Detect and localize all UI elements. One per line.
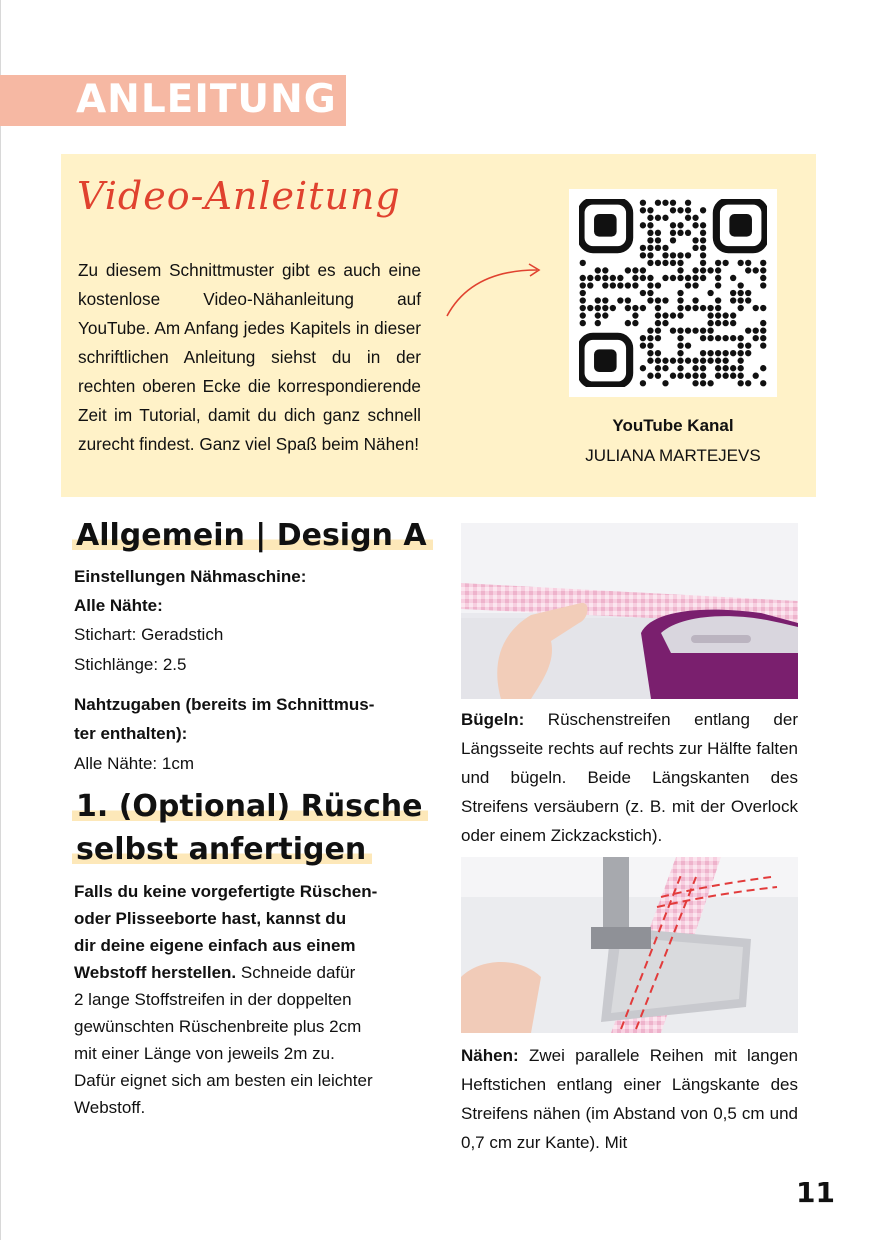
section1-line (74, 985, 352, 1015)
section1-line (74, 1066, 373, 1096)
section1-line-text: Schneide dafür (236, 963, 356, 982)
section1-line (74, 904, 346, 934)
step-ironing: Bügeln: Rüschenstreifen entlang der Längsseite rechts auf rechts zur Hälfte falten und bügeln. Beide Längskanten des Streifens versäubern (z. B. mit der Overlock oder einem Zickzackstich). (461, 710, 798, 845)
section1-line (74, 1039, 335, 1069)
machine-settings-label: Einstellungen Nähmaschine: (74, 567, 307, 586)
section1-line-text: mit einer Länge von jeweils 2m zu. (74, 1044, 335, 1063)
video-title: Video-Anleitung (77, 174, 401, 218)
page-number: 11 (796, 1176, 835, 1209)
section1-line (74, 877, 377, 907)
section1-line-text: Webstoff. (74, 1098, 146, 1117)
section1-line-text: Dafür eignet sich am besten ein leichter (74, 1071, 373, 1090)
video-info-box (61, 154, 816, 497)
qr-code[interactable] (569, 189, 777, 397)
all-seams-label: Alle Nähte: (74, 596, 163, 615)
section1-line-bold: oder Plisseeborte hast, kannst du (74, 909, 347, 928)
seam-allowance-value: Alle Nähte: 1cm (74, 754, 194, 773)
seam-allowance-line2: ter enthalten): (74, 724, 188, 743)
section1-line-text: gewünschten Rüschenbreite plus 2cm (74, 1017, 362, 1036)
section1-line-bold: Webstoff herstellen. (74, 963, 237, 982)
qr-code-icon (579, 199, 767, 387)
sewing-photo (461, 857, 798, 1033)
section1-heading-line2: selbst anfertigen (72, 829, 372, 871)
page-edge (0, 0, 1, 1240)
step-sewing: Nähen: Zwei parallele Reihen mit langen Heftstichen entlang einer Längskante des Streifens nähen (im Abstand von 0,5 cm und 0,7 cm zur Kante). Mit (461, 1046, 798, 1152)
banner-title: ANLEITUNG (76, 77, 337, 122)
stitch-length: Stichlänge: 2.5 (74, 655, 187, 674)
curved-arrow-icon (443, 256, 553, 326)
section1-line (74, 1093, 145, 1123)
section1-line (74, 1012, 361, 1042)
section1-line (74, 931, 356, 961)
video-description: Zu diesem Schnittmuster gibt es auch eine kostenlose Video-Nähanleitung auf YouTube. Am Anfang jedes Kapitels in dieser schriftlichen Anleitung siehst du in der rechten oberen Ecke die korrespondierende Zeit im Tutorial, damit du dich ganz schnell zurecht findest. Ganz viel Spaß beim Nähen! (78, 260, 421, 454)
section1-line-text: 2 lange Stoffstreifen in der doppelten (74, 990, 352, 1009)
section1-line-bold: Falls du keine vorgefertigte Rüschen- (74, 882, 378, 901)
section1-line (74, 958, 355, 988)
youtube-channel-name: JULIANA MARTEJEVS (585, 446, 761, 465)
section-banner (0, 75, 346, 126)
stitch-type: Stichart: Geradstich (74, 625, 224, 644)
general-heading: Allgemein | Design A (72, 515, 433, 557)
ironing-photo (461, 523, 798, 699)
seam-allowance-line1: Nahtzugaben (bereits im Schnittmus- (74, 695, 375, 714)
youtube-channel-label: YouTube Kanal (612, 416, 734, 435)
section1-heading-line1: 1. (Optional) Rüsche (72, 786, 428, 828)
section1-line-bold: dir deine eigene einfach aus einem (74, 936, 356, 955)
